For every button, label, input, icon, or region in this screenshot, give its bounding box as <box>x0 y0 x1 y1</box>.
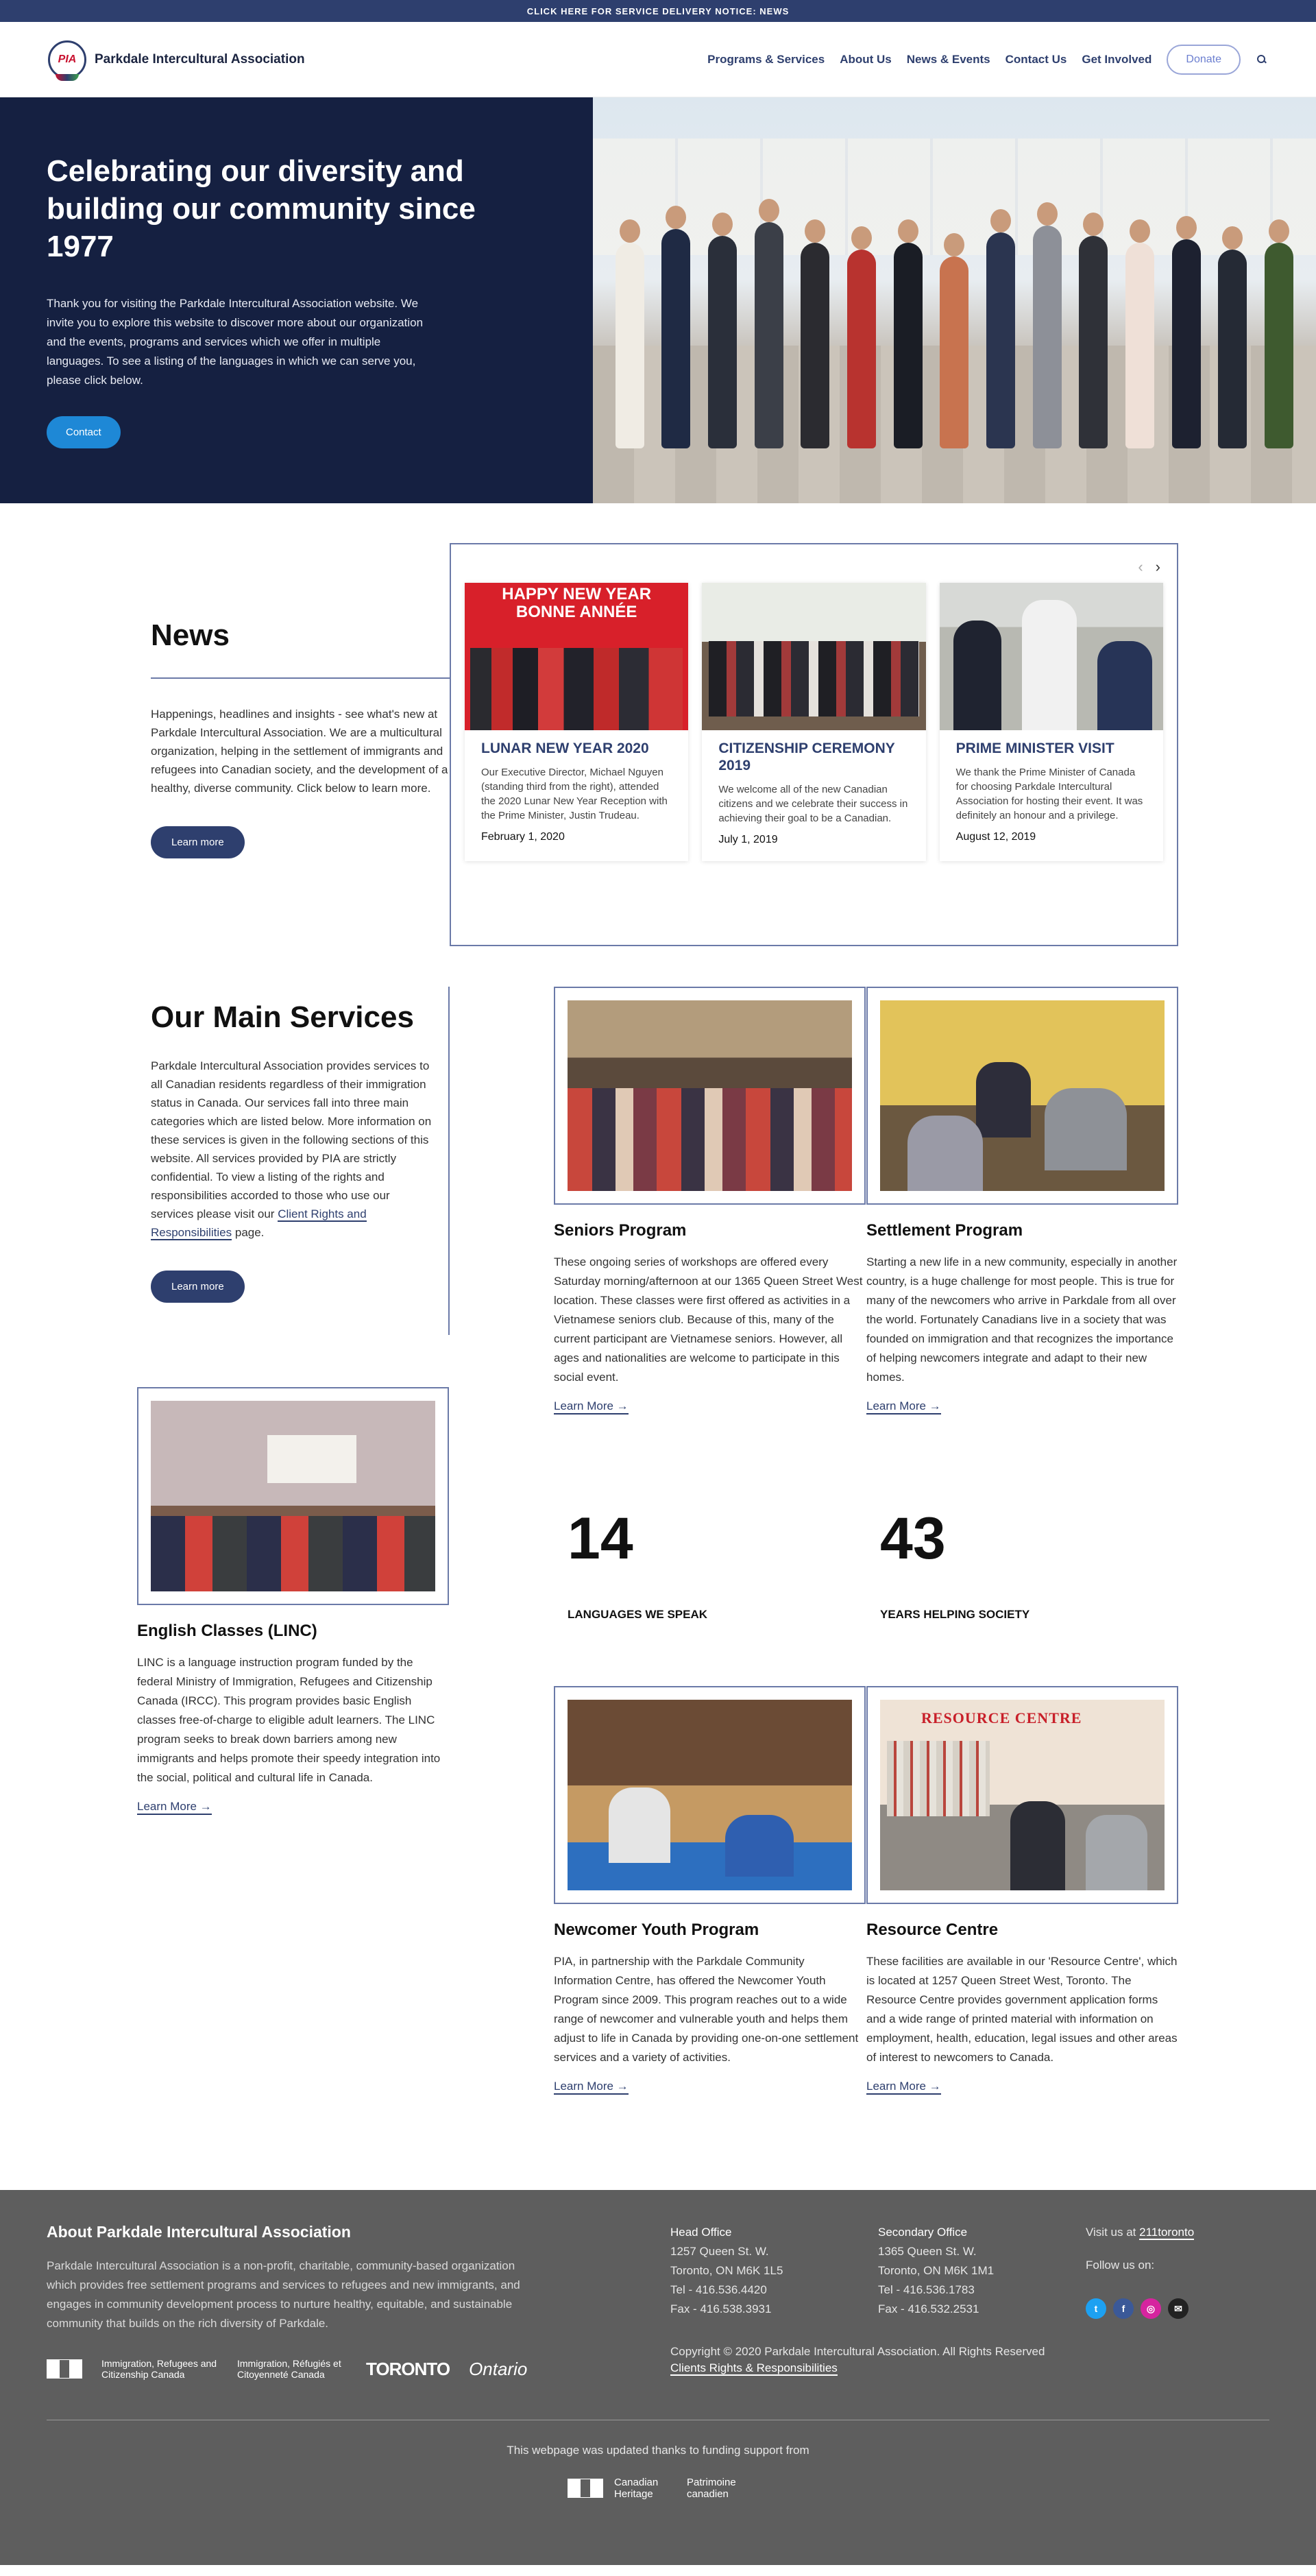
secondary-office-fax: Fax - 416.532.2531 <box>878 2302 979 2315</box>
photo-person <box>609 1787 670 1863</box>
head-office-line2: Toronto, ON M6K 1L5 <box>670 2264 783 2277</box>
news-card-text: We thank the Prime Minister of Canada for choosing Parkdale Intercultural Association for hosting their event. It was definitely an honour and a privilege. <box>955 767 1143 821</box>
heritage-en: Canadian Heritage <box>614 2477 659 2500</box>
footer-about-text: Parkdale Intercultural Association is a non-profit, charitable, community-based organization which provides free settlement programs and services to refugees and new immigrants, and engages in community development process to nurture healthy, equitable, and sustainable community that builds on the rich diversity of Parkdale. <box>47 2259 520 2330</box>
contact-button[interactable]: Contact <box>47 416 121 448</box>
stat-label: LANGUAGES WE SPEAK <box>568 1608 708 1621</box>
services-section <box>0 987 1316 2190</box>
photo-person <box>847 250 876 448</box>
news-learn-more-button[interactable]: Learn more <box>151 826 245 858</box>
photo-person <box>616 243 644 448</box>
news-card[interactable] <box>465 583 688 861</box>
service-image-frame <box>137 1387 449 1605</box>
facebook-icon[interactable]: f <box>1113 2298 1134 2319</box>
service-image-frame <box>866 1686 1178 1904</box>
news-description: Happenings, headlines and insights - see what's new at Parkdale Intercultural Association. We are a multicultural organization, helping in the settlement of immigrants and refugees into Canadian society, and the development of a healthy, diverse community. Click below to learn more. <box>151 708 448 795</box>
funding-text: This webpage was updated thanks to funding support from <box>507 2444 809 2457</box>
news-card-date: August 12, 2019 <box>955 831 1036 843</box>
service-image-frame <box>554 1686 866 1904</box>
photo-person <box>986 232 1015 448</box>
nav-programs-services[interactable]: Programs & Services <box>707 52 825 66</box>
footer-about-title: About Parkdale Intercultural Association <box>47 2223 351 2241</box>
news-card-title[interactable]: CITIZENSHIP CEREMONY 2019 <box>718 741 895 773</box>
news-card-title[interactable]: PRIME MINISTER VISIT <box>955 741 1114 756</box>
photo-people <box>470 648 683 730</box>
services-learn-more-button[interactable]: Learn more <box>151 1271 245 1303</box>
seniors-photo <box>568 1000 852 1191</box>
hero-text-panel <box>0 97 593 503</box>
instagram-icon[interactable]: ◎ <box>1141 2298 1161 2319</box>
head-office-fax: Fax - 416.538.3931 <box>670 2302 772 2315</box>
learn-more-link[interactable]: Learn More → <box>866 1399 941 1415</box>
site-footer <box>0 2190 1316 2565</box>
linc-photo <box>151 1401 435 1591</box>
service-card-youth <box>554 1686 866 2095</box>
secondary-office <box>878 2223 1086 2319</box>
nav-contact-us[interactable]: Contact Us <box>1005 52 1067 66</box>
client-rights-footer-link[interactable]: Clients Rights & Responsibilities <box>670 2361 838 2374</box>
news-card-text: We welcome all of the new Canadian citizens and we celebrate their success in achieving their goal to be a Canadian. <box>718 784 908 824</box>
photo-people <box>568 1088 852 1191</box>
service-text: These ongoing series of workshops are offered every Saturday morning/afternoon at our 1365 Queen Street West location. These classes were first offered as activities in a Vietnamese seniors club. Because of this, many of the current participant are Vietnamese seniors. However, all ages and nationalities are welcome to participate in this social event. <box>554 1255 863 1384</box>
service-title: Settlement Program <box>866 1221 1023 1240</box>
banner-line: HAPPY NEW YEAR <box>502 585 652 603</box>
photo-person <box>894 243 923 448</box>
banner-line: BONNE ANNÉE <box>515 603 637 621</box>
news-title: News <box>151 618 230 652</box>
news-intro <box>151 543 450 987</box>
service-card-seniors <box>554 987 866 1415</box>
site-header <box>0 22 1316 97</box>
news-card-title[interactable]: LUNAR NEW YEAR 2020 <box>481 741 649 756</box>
canadian-heritage-logo <box>47 2477 1269 2500</box>
photo-person <box>1045 1088 1127 1170</box>
email-icon[interactable]: ✉ <box>1168 2298 1189 2319</box>
photo-person <box>953 621 1001 730</box>
photo-person <box>1010 1801 1065 1890</box>
hero-title: Celebrating our diversity and building our community since 1977 <box>47 154 476 263</box>
footer-legal <box>670 2342 1264 2375</box>
resource-photo <box>880 1700 1165 1890</box>
secondary-office-tel[interactable]: Tel - 416.536.1783 <box>878 2283 975 2296</box>
copyright-text: Copyright © 2020 Parkdale Intercultural Association. All Rights Reserved <box>670 2345 1045 2358</box>
photo-person <box>1265 243 1293 448</box>
main-nav <box>707 45 1268 75</box>
chevron-right-icon[interactable]: › <box>1155 558 1160 575</box>
heritage-fr: Patrimoine canadien <box>687 2477 736 2500</box>
photo-person <box>1097 641 1152 730</box>
service-title: Newcomer Youth Program <box>554 1921 759 1939</box>
photo-person <box>907 1116 983 1191</box>
follow-label: Follow us on: <box>1086 2259 1155 2272</box>
service-image-frame <box>554 987 866 1205</box>
news-card-image <box>465 583 688 730</box>
head-office-line1: 1257 Queen St. W. <box>670 2245 769 2258</box>
stat-value: 14 <box>568 1506 633 1572</box>
hero-group-photo <box>593 97 1316 503</box>
logo-mark-text: PIA <box>58 53 77 65</box>
photo-person <box>1172 239 1201 448</box>
news-carousel <box>450 543 1178 946</box>
brochure-rack <box>887 1741 990 1816</box>
canada-flag-icon <box>47 2359 82 2379</box>
photo-person <box>725 1815 794 1877</box>
toronto-logo: TORONTO <box>366 2359 450 2379</box>
head-office-label: Head Office <box>670 2226 732 2239</box>
chevron-left-icon[interactable]: ‹ <box>1138 558 1143 575</box>
ontario-logo: Ontario <box>469 2359 528 2379</box>
service-notice-bar[interactable] <box>0 0 1316 22</box>
photo-person <box>940 256 968 448</box>
learn-more-link[interactable]: Learn More → <box>866 2080 941 2095</box>
youth-photo <box>568 1700 852 1890</box>
donate-button[interactable]: Donate <box>1167 45 1241 75</box>
service-text: LINC is a language instruction program funded by the federal Ministry of Immigration, Refugees and Citizenship Canada (IRCC). This program provides basic English classes free-of-charge to eligible adult learners. The LINC program seeks to break down barriers among new immigrants and helps promote their speedy integration into the social, political and cultural life in Canada. <box>137 1656 441 1784</box>
ircc-logo-en: Immigration, Refugees and Citizenship Canada <box>101 2358 217 2380</box>
services-title: Our Main Services <box>151 1000 414 1034</box>
stat-languages <box>568 1508 707 1622</box>
site-logo[interactable] <box>48 40 305 79</box>
services-text-end: page. <box>234 1226 265 1239</box>
stat-value: 43 <box>880 1506 946 1572</box>
canada-flag-icon <box>568 2479 603 2498</box>
photo-person <box>708 236 737 448</box>
news-card[interactable] <box>940 583 1163 861</box>
service-card-settlement <box>866 987 1178 1415</box>
photo-person <box>976 1062 1031 1137</box>
services-description <box>151 1057 435 1242</box>
learn-more-link[interactable]: Learn More → <box>554 2080 629 2095</box>
service-card-resource <box>866 1686 1178 2095</box>
photo-person <box>1125 243 1154 448</box>
service-title: Resource Centre <box>866 1921 999 1939</box>
photo-person <box>1079 236 1108 448</box>
learn-more-link[interactable]: Learn More → <box>554 1399 629 1415</box>
photo-person <box>1086 1815 1147 1890</box>
news-divider <box>151 677 450 679</box>
nav-news-events[interactable]: News & Events <box>906 52 990 66</box>
service-title: English Classes (LINC) <box>137 1622 317 1640</box>
photo-people <box>709 641 918 717</box>
service-text: These facilities are available in our 'Resource Centre', which is located at 1257 Queen Street West, Toronto. The Resource Centre provides government application forms and a wide range of printed material with information on employment, health, education, legal issues and other areas of interest to newcomers to Canada. <box>866 1955 1178 2064</box>
news-card-text: Our Executive Director, Michael Nguyen (standing third from the right), attended the 2020 Lunar New Year Reception with the Prime Minister, Justin Trudeau. <box>481 767 668 821</box>
footer-right <box>670 2223 1264 2380</box>
stat-label: YEARS HELPING SOCIETY <box>880 1608 1030 1621</box>
client-rights-link[interactable]: Client Rights and Responsibilities <box>151 1207 367 1239</box>
search-icon[interactable] <box>1256 53 1268 66</box>
hero-description: Thank you for visiting the Parkdale Intercultural Association website. We invite you to explore this website to discover more about our organization and the events, programs and services which we offer in multiple languages. To see a listing of the languages in which we can serve you, please click below. <box>47 297 424 387</box>
photo-person <box>1218 250 1247 448</box>
news-card[interactable] <box>702 583 925 861</box>
learn-more-link[interactable]: Learn More → <box>137 1800 212 1815</box>
nav-get-involved[interactable]: Get Involved <box>1082 52 1152 66</box>
footer-top <box>47 2223 1269 2380</box>
photo-people <box>151 1516 435 1591</box>
news-cards <box>465 583 1163 861</box>
whiteboard <box>267 1435 356 1483</box>
secondary-office-line1: 1365 Queen St. W. <box>878 2245 977 2258</box>
social-icons <box>1086 2298 1264 2319</box>
nav-about-us[interactable]: About Us <box>840 52 892 66</box>
settlement-photo <box>880 1000 1165 1191</box>
pia-logo-icon <box>48 40 86 79</box>
head-office-tel[interactable]: Tel - 416.536.4420 <box>670 2283 767 2296</box>
news-card-date: July 1, 2019 <box>718 834 778 845</box>
ircc-logo-fr: Immigration, Réfugiés et Citoyenneté Canada <box>237 2358 341 2380</box>
resource-sign: RESOURCE CENTRE <box>921 1709 1082 1726</box>
carousel-arrows <box>1138 558 1160 576</box>
photo-person <box>1033 226 1062 448</box>
service-card-linc <box>137 1387 449 1815</box>
services-text: Parkdale Intercultural Association provides services to all Canadian residents regardless of their immigration status in Canada. Our services fall into three main categories which are listed below. More information on these services is given in the following sections of this website. All services provided by PIA are strictly confidential. To view a listing of the rights and responsibilities accorded to those who use our services please visit our <box>151 1059 432 1220</box>
news-card-date: February 1, 2020 <box>481 831 565 843</box>
news-card-image <box>702 583 925 730</box>
footer-about <box>47 2223 670 2380</box>
twitter-icon[interactable]: t <box>1086 2298 1106 2319</box>
photo-person <box>1022 600 1077 730</box>
head-office <box>670 2223 878 2319</box>
photo-person <box>755 222 783 448</box>
partner-logos <box>47 2358 670 2380</box>
service-title: Seniors Program <box>554 1221 687 1240</box>
service-image-frame <box>866 987 1178 1205</box>
service-notice-text[interactable]: CLICK HERE FOR SERVICE DELIVERY NOTICE: NEWS <box>526 5 790 16</box>
news-section <box>0 503 1316 987</box>
secondary-office-line2: Toronto, ON M6K 1M1 <box>878 2264 995 2277</box>
visit-prefix: Visit us at <box>1086 2226 1136 2239</box>
service-text: Starting a new life in a new community, especially in another country, is a huge challenge for most people. This is true for many of the newcomers who arrive in Parkdale from all over the world. Fortunately Canadians live in a society that was founded on immigration and that recognizes the importance of helping newcomers integrate and adapt to their new homes. <box>866 1255 1178 1384</box>
211toronto-link[interactable]: 211toronto <box>1139 2226 1195 2239</box>
secondary-office-label: Secondary Office <box>878 2226 968 2239</box>
services-intro <box>151 987 450 1335</box>
photo-people <box>607 202 1302 448</box>
photo-person <box>661 229 690 448</box>
banner-text <box>465 583 688 621</box>
service-text: PIA, in partnership with the Parkdale Community Information Centre, has offered the Newcomer Youth Program since 2009. This program reaches out to a wide range of newcomer and vulnerable youth and helps them adjust to life in Canada by providing one-on-one settlement services and a variety of activities. <box>554 1955 859 2064</box>
photo-person <box>801 243 829 448</box>
news-card-image <box>940 583 1163 730</box>
stat-years <box>880 1508 1029 1622</box>
hero-section <box>0 97 1316 503</box>
footer-social <box>1086 2223 1264 2319</box>
logo-text: Parkdale Intercultural Association <box>95 51 305 67</box>
